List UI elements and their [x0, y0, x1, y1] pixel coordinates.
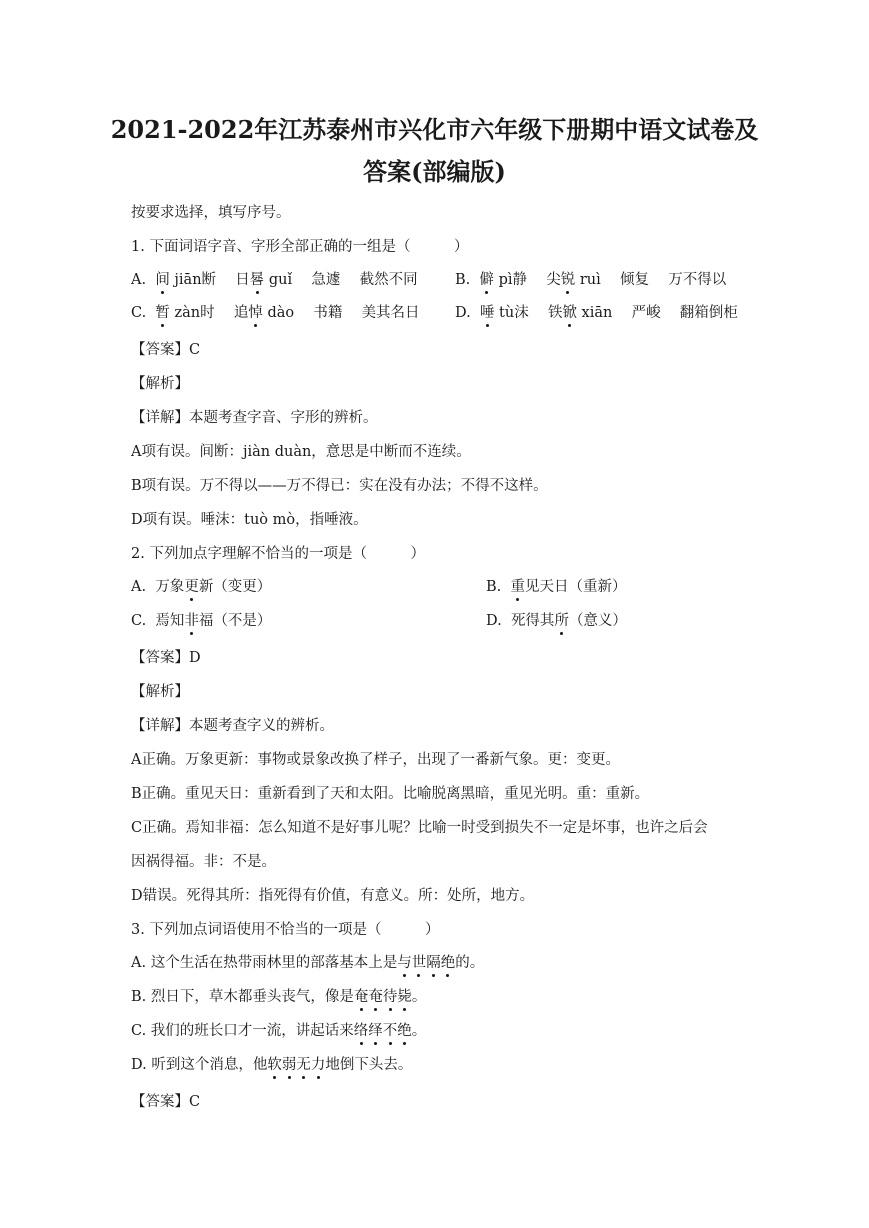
q2-option-a: A. 万象更新（变更） [131, 579, 272, 595]
q2-option-b: B. 重见天日（重新） [486, 579, 627, 595]
q3-option-a: A. 这个生活在热带雨林里的部落基本上是与世隔绝的。 [131, 955, 485, 971]
q1-note-d: D项有误。唾沫：tuò mò，指唾液。 [131, 512, 368, 528]
q2-note-a: A正确。万象更新：事物或景象改换了样子，出现了一番新气象。更：变更。 [131, 752, 620, 768]
q1-option-d: D. 唾 tù沫 铁锨 xiān 严峻 翻箱倒柜 [455, 305, 738, 321]
q2-note-c-cont: 因祸得福。非：不是。 [131, 854, 276, 870]
q3-option-d: D. 听到这个消息，他软弱无力地倒下头去。 [131, 1057, 413, 1073]
q1-note-b: B项有误。万不得以——万不得已：实在没有办法；不得不这样。 [131, 478, 548, 494]
q1-option-b: B. 僻 pì静 尖锐 ruì 倾复 万不得以 [455, 272, 727, 288]
q1-option-c: C. 暂 zàn时 追悼 dào 书籍 美其名日 [131, 305, 420, 321]
q1-detail: 【详解】本题考查字音、字形的辨析。 [131, 410, 378, 426]
q1-answer: 【答案】C [131, 342, 201, 358]
q2-note-c: C正确。焉知非福：怎么知道不是好事儿呢？比喻一时受到损失不一定是坏事，也许之后会 [131, 820, 708, 836]
q3-answer: 【答案】C [131, 1094, 201, 1110]
q2-option-d: D. 死得其所（意义） [486, 613, 627, 629]
q2-note-b: B正确。重见天日：重新看到了天和太阳。比喻脱离黑暗，重见光明。重：重新。 [131, 786, 650, 802]
question-3-stem: 3. 下列加点词语使用不恰当的一项是（ ） [131, 922, 440, 938]
q2-note-d: D错误。死得其所：指死得有价值，有意义。所：处所，地方。 [131, 888, 535, 904]
document-title-line-1: 2021-2022年江苏泰州市兴化市六年级下册期中语文试卷及 [110, 115, 759, 144]
q3-option-c: C. 我们的班长口才一流，讲起话来络绎不绝。 [131, 1023, 427, 1039]
q2-answer: 【答案】D [131, 650, 201, 666]
question-2-stem: 2. 下列加点字理解不恰当的一项是（ ） [131, 546, 425, 562]
q1-note-a: A项有误。间断：jiàn duàn，意思是中断而不连续。 [131, 444, 471, 460]
q2-option-c: C. 焉知非福（不是） [131, 613, 272, 629]
question-1-stem: 1. 下面词语字音、字形全部正确的一组是（ ） [131, 239, 469, 255]
q1-option-a: A. 间 jiān断 日晷 guǐ 急遽 截然不同 [131, 272, 418, 288]
q2-analysis: 【解析】 [131, 684, 189, 700]
q2-detail: 【详解】本题考查字义的辨析。 [131, 718, 334, 734]
document-title-line-2: 答案(部编版) [363, 157, 506, 186]
q1-analysis: 【解析】 [131, 376, 189, 392]
instructions: 按要求选择，填写序号。 [131, 205, 291, 221]
q3-option-b: B. 烈日下，草木都垂头丧气，像是奄奄待毙。 [131, 989, 427, 1005]
